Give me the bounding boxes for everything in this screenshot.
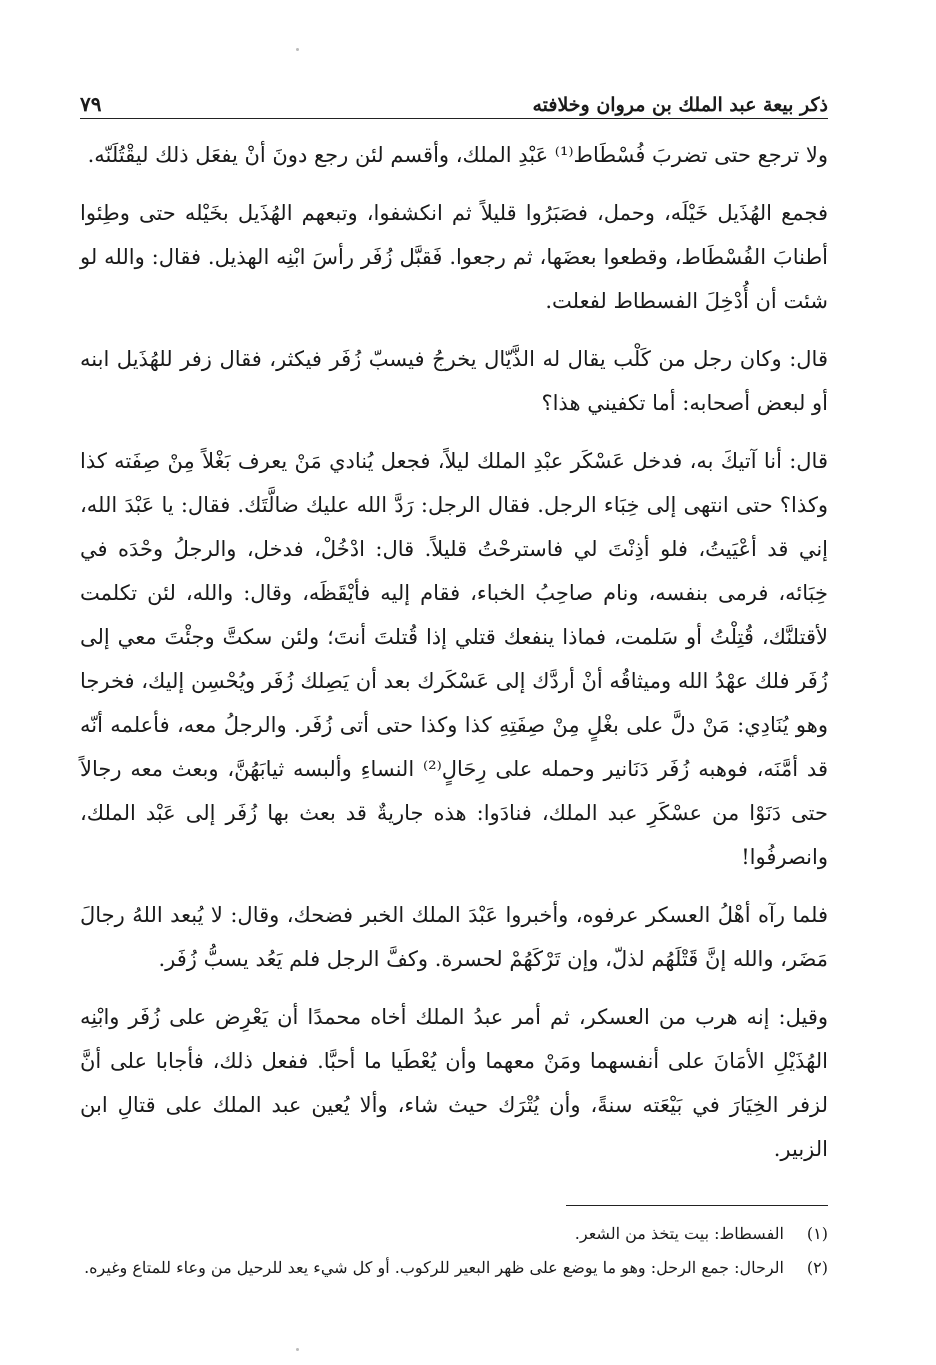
- scan-speck: [296, 48, 299, 51]
- running-title: ذكر بيعة عبد الملك بن مروان وخلافته: [532, 94, 828, 116]
- body-text: [80, 133, 828, 1171]
- footnote-text: الرحال: جمع الرحل: وهو ما يوضع على ظهر البعير للركوب. أو كل شيء يعد للرحيل من وعاء للمتاع وغيره.: [84, 1258, 784, 1277]
- page-number: ٧٩: [80, 92, 102, 116]
- paragraph: فجمع الهُذَيل خَيْلَه، وحمل، فصَبَرُوا قليلاً ثم انكشفوا، وتبعهم الهُذَيل بخَيْله حتى وطِئوا أطنابَ الفُسْطَاط، وقطعوا بعضَها، ثم رجعوا. فَقبَّل زُفَر رأسَ ابْنِه الهذيل. فقال: والله لو شئت أن أُدْخِلَ الفسطاط لفعلت.: [80, 201, 828, 313]
- paragraph: قال: وكان رجل من كَلْب يقال له الذَّيّال يخرجُ فيسبّ زُفَر فيكثر، فقال زفر للهُذَيل ابنه أو لبعض أصحابه: أما تكفيني هذا؟: [80, 347, 828, 415]
- scan-speck: [296, 1348, 299, 1351]
- footnote-separator: [566, 1205, 828, 1206]
- book-page: [79, 80, 828, 1277]
- running-header: [80, 80, 828, 119]
- footnotes: [80, 1205, 828, 1288]
- footnote: [80, 1254, 828, 1282]
- footnote-marker: (٢): [806, 1258, 828, 1277]
- footnote: [80, 1220, 828, 1248]
- footnote-marker: (١): [806, 1224, 828, 1243]
- paragraph: فلما رآه أهْلُ العسكر عرفوه، وأخبروا عَبْدَ الملك الخبر فضحك، وقال: لا يُبعد اللهُ رجالَ مَضَر، والله إنَّ قَتْلَهُم لذلّ، وإن تَرْكَهُمْ لحسرة. وكفَّ الرجل فلم يَعُد يسبُّ زُفَر.: [80, 903, 828, 971]
- paragraph: قال: أنا آتيكَ به، فدخل عَسْكَر عبْدِ الملك ليلاً، فجعل يُنادي مَنْ يعرف بَغْلاً مِنْ صِفَته كذا وكذا؟ حتى انتهى إلى خِبَاء الرجل. فقال الرجل: رَدَّ الله عليك ضالَّتَك. فقال: يا عَبْدَ الله، إني قد أعْيَيتُ، فلو أذِنْتَ لي فاسترحْتُ قليلاً. قال: ادْخُلْ، فدخل، والرجلُ وحْدَه في خِبَائه، فرمى بنفسه، ونام صاحِبُ الخباء، فقام إليه فأيْقَظَه، وقال: والله، لئن تكلمت لأقتلنَّك، قُتِلْتُ أو سَلمت، فماذا ينفعك قتلي إذا قُتلتَ أنتَ؛ ولئن سكتَّ وجئْتَ معي إلى زُفَر فلك عهْدُ الله وميثاقُه أنْ أردَّك إلى عَسْكَرك بعد أن يَصِلك زُفَر ويُحْسِن إليك، فخرجا وهو يُنَادِي: مَنْ دلَّ على بغْلٍ مِنْ صِفَتِهِ كذا وكذا حتى أتى زُفَر. والرجلُ معه، فأعلمه أنّه قد أمَّنَه، فوهبه زُفَر دَنَانير وحمله على رِحَالٍ⁽²⁾ النساءِ وألبسه ثيابَهُنَّ، وبعث معه رجالاً حتى دَنَوْا من عسْكَرِ عبد الملك، فنادَوا: هذه جاريةٌ قد بعث بها زُفَر إلى عَبْد الملك، وانصرفُوا!: [79, 449, 828, 869]
- paragraph: ولا ترجع حتى تضربَ فُسْطَاط⁽¹⁾ عَبْدِ الملك، وأقسم لئن رجع دونَ أنْ يفعَل ذلك ليقْتُلَنّه.: [87, 143, 828, 167]
- paragraph: وقيل: إنه هرب من العسكر، ثم أمر عبدُ الملك أخاه محمدًا أن يَعْرِض على زُفَر وابْنِه الهُذَيْلِ الأمَانَ على أنفسهما ومَنْ معهما وأن يُعْطَيا ما أحبَّا. ففعل ذلك، فأجابا على أنَّ لزفر الخِيَارَ في بَيْعَته سنةً، وأن يُتْرَك حيث شاء، وألا يُعين عبد الملك على قتالِ ابن الزبير.: [80, 1005, 828, 1161]
- footnote-text: الفسطاط: بيت يتخذ من الشعر.: [574, 1224, 784, 1243]
